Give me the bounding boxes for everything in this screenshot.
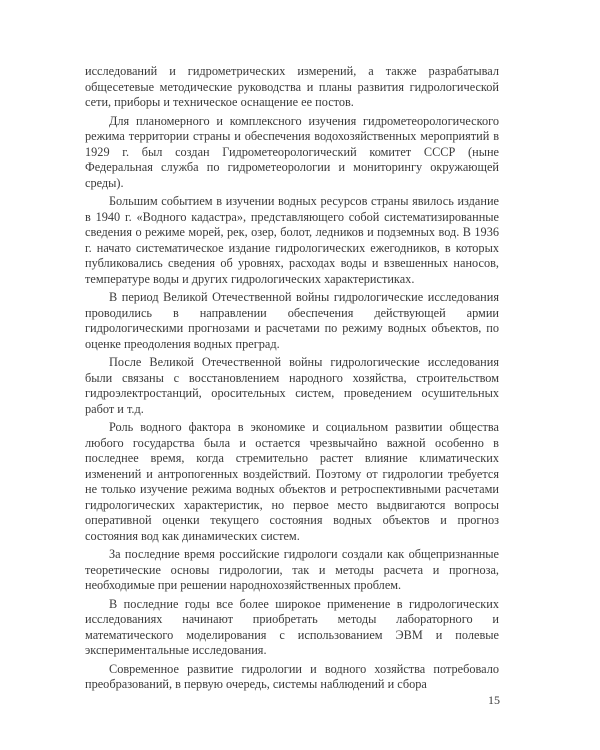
paragraph-1: исследований и гидрометрических измерений, а также разрабатывал общесетевые методические руководства и планы развития гидрологической сети, приборы и техническое оснащение ее постов. — [85, 64, 499, 109]
paragraph-7: За последние время российские гидрологи создали как общепризнанные теоретические основы гидрологии, так и методы расчета и прогноза, необходимые при решении народнохозяйственных проблем. — [85, 547, 499, 592]
paragraph-2: Для планомерного и комплексного изучения гидрометеорологического режима территории страны и обеспечения водохозяйственных мероприятий в 1929 г. был создан Гидрометеорологический комитет СССР (ныне Федеральная служба по гидрометеорологии и мониторингу окружающей среды). — [85, 113, 499, 190]
document-body — [85, 64, 499, 696]
paragraph-6: Роль водного фактора в экономике и социальном развитии общества любого государства была и остается чрезвычайно важной особенно в последнее время, когда стремительно растет влияние климатических изменений и антропогенных воздействий. Поэтому от гидрологии требуется не только изучение режима водных объектов и ретроспективными расчетами гидрологических характеристик, но первое место выдвигаются вопросы оперативной оценки текущего состояния водных объектов и прогноз состояния вод как динамических систем. — [85, 420, 499, 543]
paragraph-8: В последние годы все более широкое применение в гидрологических исследованиях начинают приобретать методы лабораторного и математического моделирования с использованием ЭВМ и полевые экспериментальные исследования. — [85, 596, 499, 657]
paragraph-5: После Великой Отечественной войны гидрологические исследования были связаны с восстановлением народного хозяйства, строительством гидроэлектростанций, оросительных систем, проведением осушительных работ и т.д. — [85, 355, 499, 416]
paragraph-3: Большим событием в изучении водных ресурсов страны явилось издание в 1940 г. «Водного кадастра», представляющего собой систематизированные сведения о режиме морей, рек, озер, болот, ледников и подземных вод. В 1936 г. начато систематическое издание гидрологических ежегодников, в которых публиковались сведения об уровнях, расходах воды и взвешенных наносов, температуре воды и других гидрологических характеристиках. — [85, 194, 499, 286]
page-number: 15 — [488, 693, 500, 707]
paragraph-9: Современное развитие гидрологии и водного хозяйства потребовало преобразований, в первую очередь, системы наблюдений и сбора — [85, 661, 499, 691]
paragraph-4: В период Великой Отечественной войны гидрологические исследования проводились в направлении обеспечения действующей армии гидрологическими прогнозами и расчетами по режиму водных объектов, по оценке преодоления водных преград. — [85, 290, 499, 351]
